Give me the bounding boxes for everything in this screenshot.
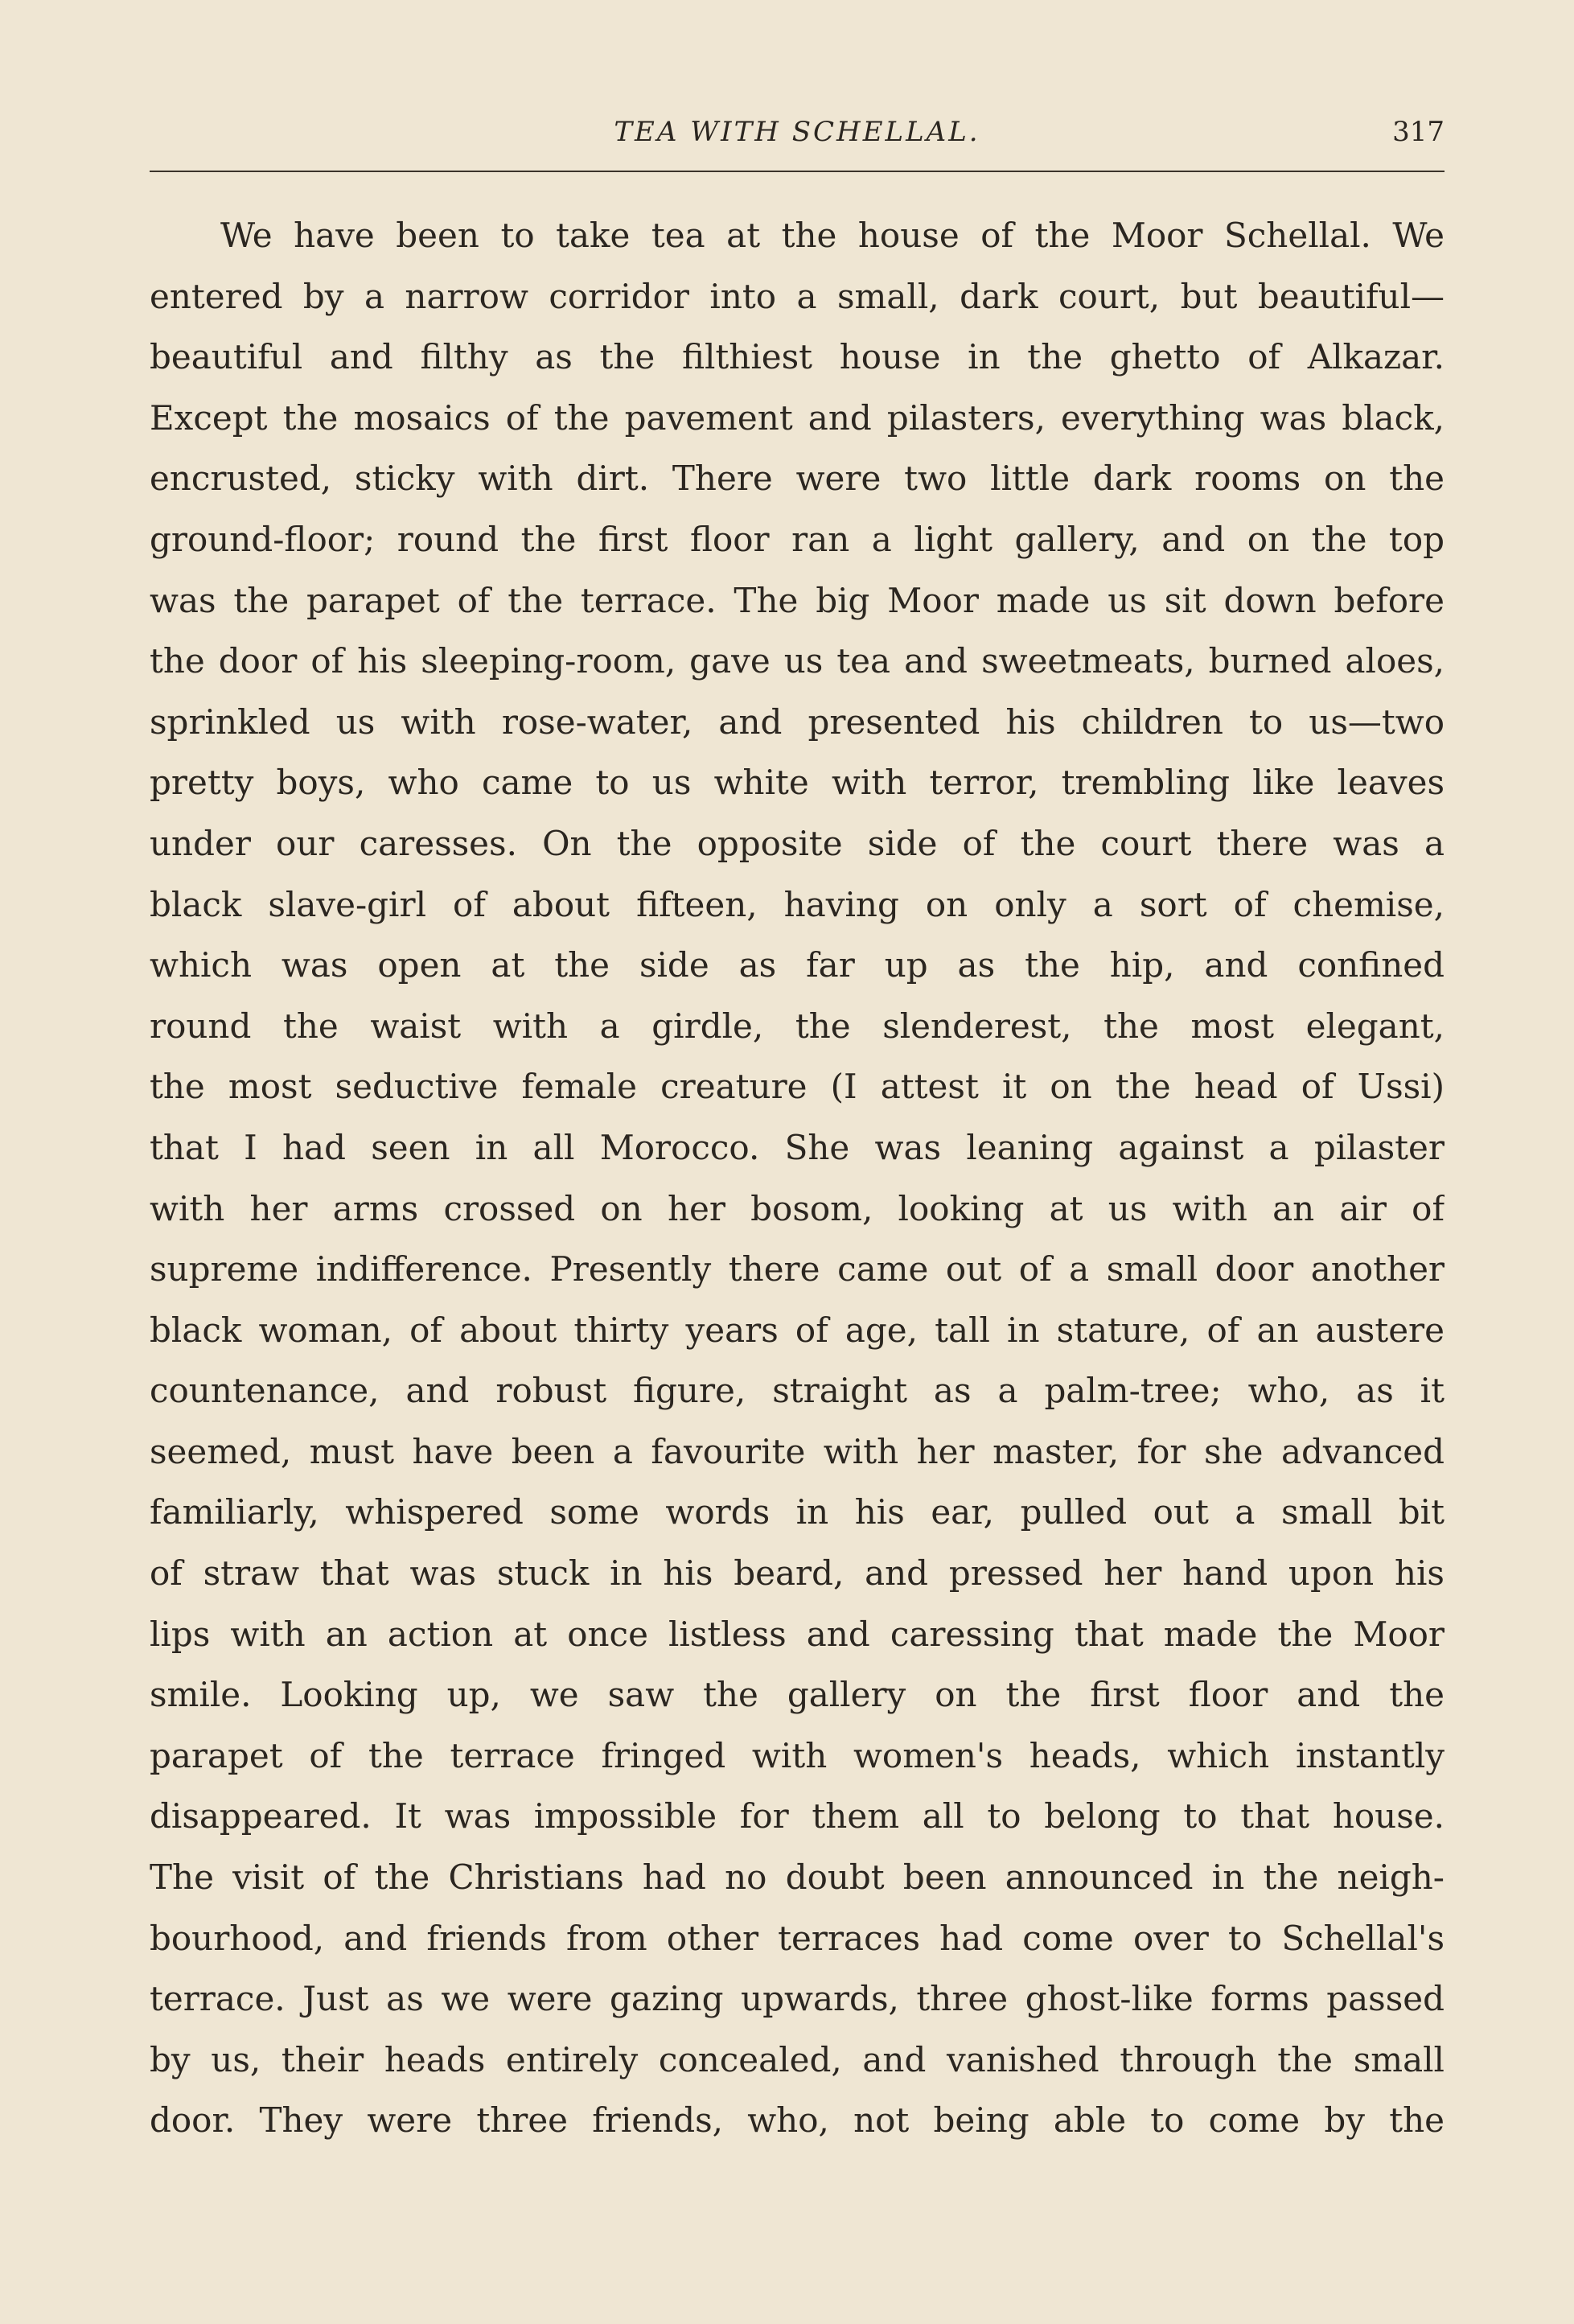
text-line: the most seductive female creature (I attest it on the head of Ussi) — [150, 1067, 1445, 1107]
text-line: that I had seen in all Morocco. She was leaning against a pilaster — [150, 1127, 1445, 1167]
text-line: parapet of the terrace fringed with women's heads, which instantly — [150, 1735, 1445, 1775]
text-line: under our caresses. On the opposite side of the court there was a — [150, 823, 1445, 863]
text-line: countenance, and robust figure, straight as a palm-tree; who, as it — [150, 1371, 1445, 1411]
text-line: black woman, of about thirty years of age, tall in stature, of an austere — [150, 1310, 1445, 1350]
text-line: was the parapet of the terrace. The big Moor made us sit down before — [150, 580, 1445, 620]
text-line: pretty boys, who came to us white with terror, trembling like leaves — [150, 763, 1445, 803]
text-line: We have been to take tea at the house of the Moor Schellal. We — [220, 216, 1445, 255]
running-title: TEA WITH SCHELLAL. — [614, 116, 980, 148]
text-line: seemed, must have been a favourite with her master, for she advanced — [150, 1431, 1445, 1471]
text-line: with her arms crossed on her bosom, looking at us with an air of — [150, 1188, 1445, 1228]
text-line: lips with an action at once listless and caressing that made the Moor — [150, 1614, 1445, 1654]
text-line: familiarly, whispered some words in his ear, pulled out a small bit — [150, 1492, 1445, 1532]
text-line: Except the mosaics of the pavement and pilasters, everything was black, — [150, 397, 1445, 438]
text-line: the door of his sleeping-room, gave us tea and sweetmeats, burned aloes, — [150, 641, 1445, 681]
running-head — [150, 109, 1445, 154]
text-line: round the waist with a girdle, the slenderest, the most elegant, — [150, 1006, 1445, 1046]
text-line: disappeared. It was impossible for them all to belong to that house. — [150, 1796, 1445, 1837]
text-line: smile. Looking up, we saw the gallery on the first floor and the — [150, 1675, 1445, 1715]
text-line: door. They were three friends, who, not being able to come by the — [150, 2100, 1445, 2141]
text-line: The visit of the Christians had no doubt been announced in the neigh- — [150, 1857, 1445, 1898]
text-line: of straw that was stuck in his beard, and pressed her hand upon his — [150, 1553, 1445, 1594]
text-line: ground-floor; round the first floor ran a light gallery, and on the top — [150, 519, 1445, 559]
text-line: black slave-girl of about fifteen, having on only a sort of chemise, — [150, 884, 1445, 924]
text-line: beautiful and filthy as the filthiest house in the ghetto of Alkazar. — [150, 337, 1445, 377]
text-line: terrace. Just as we were gazing upwards, three ghost-like forms passed — [150, 1979, 1445, 2019]
text-line: bourhood, and friends from other terraces had come over to Schellal's — [150, 1918, 1445, 1958]
text-line: entered by a narrow corridor into a small, dark court, but beautiful— — [150, 276, 1445, 316]
text-line: encrusted, sticky with dirt. There were two little dark rooms on the — [150, 459, 1445, 499]
text-line: by us, their heads entirely concealed, and vanished through the small — [150, 2039, 1445, 2079]
text-line: which was open at the side as far up as the hip, and confined — [150, 945, 1445, 985]
header-rule — [150, 171, 1445, 172]
body-text — [150, 205, 1445, 2151]
text-line: supreme indifference. Presently there came out of a small door another — [150, 1249, 1445, 1290]
text-line: sprinkled us with rose-water, and presented his children to us—two — [150, 701, 1445, 742]
page-number: 317 — [1392, 116, 1445, 148]
